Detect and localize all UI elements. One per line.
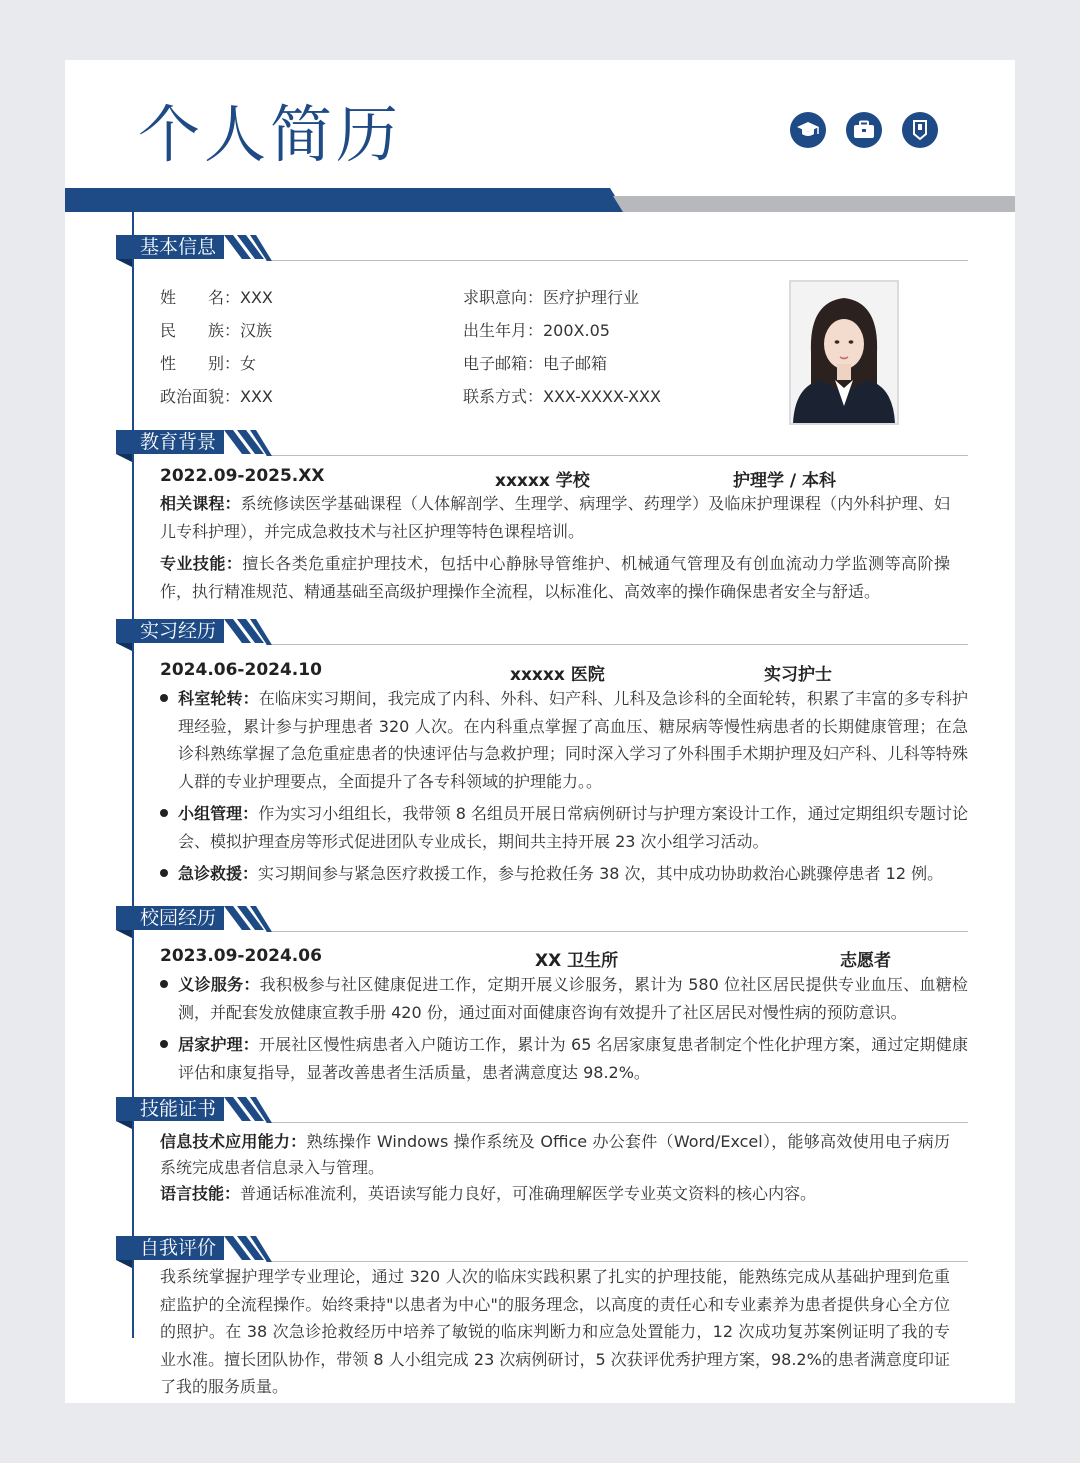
resume-page [65,60,1015,1403]
section-skills [116,1095,968,1129]
section-stripes [224,235,272,263]
item-label: 义诊服务： [178,975,260,994]
campus-org: XX 卫生所 [535,951,619,971]
skill-it-text: 熟练操作 Windows 操作系统及 Office 办公套件（Word/Excel），能够高效使用电子病历系统完成患者信息录入与管理。 [160,1132,950,1177]
self-eval-text: 我系统掌握护理学专业理论，通过 320 人次的临床实践积累了扎实的护理技能，能熟练完成从基础护理到危重症监护的全流程操作。始终秉持"以患者为中心"的服务理念，以高度的责任心和专业素养为患者提供身心全方位的照护。在 38 次急诊抢救经历中培养了敏锐的临床判断力和应急处置能力，12 次成功复苏案例证明了我的专业水准。擅长团队协作，带领 8 人小组完成 23 次病例研讨，5 次获评优秀护理方案，98.2%的患者满意度印证了我的服务质量。 [160,1267,950,1396]
item-text: 在临床实习期间，我完成了内科、外科、妇产科、儿科及急诊科的全面轮转，积累了丰富的多专科护理经验，累计参与护理患者 320 人次。在内科重点掌握了高血压、糖尿病等慢性病患者的长期健康管理；在急诊科熟练掌握了急危重症患者的快速评估与急救护理；同时深入学习了外科围手术期护理及妇产科、儿科等特殊人群的专业护理要点，全面提升了各专科领域的护理能力。。 [178,689,968,791]
graduation-cap-icon [790,112,826,148]
info-email: 电子邮箱：电子邮箱 [463,354,608,373]
list-item [160,1031,968,1086]
info-intent: 求职意向：医疗护理行业 [463,288,640,307]
timeline-line [132,212,134,1338]
info-birth: 出生年月：200X.05 [463,321,610,340]
skill-it-label: 信息技术应用能力： [160,1132,307,1151]
section-stripes [224,430,272,458]
section-fold [116,643,132,651]
education-courses [160,490,950,545]
skill-lang-label: 语言技能： [160,1184,241,1203]
section-divider [266,1122,968,1123]
courses-text: 系统修读医学基础课程（人体解剖学、生理学、病理学、药理学）及临床护理课程（内外科护理、妇儿专科护理），并完成急救技术与社区护理等特色课程培训。 [160,494,950,541]
internship-period: 2024.06-2024.10 [160,660,322,680]
education-period: 2022.09-2025.XX [160,466,325,486]
section-divider [266,1261,968,1262]
bullet-dot [160,1040,168,1048]
profile-photo [789,280,899,425]
skills-text: 擅长各类危重症护理技术，包括中心静脉导管维护、机械通气管理及有创血流动力学监测等高阶操作，执行精准规范、精通基础至高级护理操作全流程，以标准化、高效率的操作确保患者安全与舒适。 [160,554,950,601]
header-bar-gray [613,196,1015,212]
item-text: 开展社区慢性病患者入户随访工作，累计为 65 名居家康复患者制定个性化护理方案，通过定期健康评估和康复指导，显著改善患者生活质量，患者满意度达 98.2%。 [178,1035,968,1082]
section-education [116,428,968,462]
section-title: 校园经历 [116,906,224,930]
internship-org: xxxxx 医院 [510,665,605,685]
bullet-dot [160,809,168,817]
section-title: 实习经历 [116,619,224,643]
item-text: 作为实习小组组长，我带领 8 名组员开展日常病例研讨与护理方案设计工作，通过定期组织专题讨论会、模拟护理查房等形式促进团队专业成长，期间共主持开展 23 次小组学习活动。 [178,804,968,851]
list-item [160,860,968,888]
skill-lang-text: 普通话标准流利，英语读写能力良好，可准确理解医学专业英文资料的核心内容。 [240,1184,817,1203]
campus-role: 志愿者 [840,951,891,971]
courses-label: 相关课程： [160,494,241,513]
section-divider [266,644,968,645]
section-campus [116,904,968,938]
item-label: 小组管理： [178,804,259,823]
section-stripes [224,906,272,934]
skill-it [160,1129,950,1181]
section-fold [116,454,132,462]
section-stripes [224,1097,272,1125]
header-icons [790,112,938,148]
bullet-dot [160,869,168,877]
briefcase-icon [846,112,882,148]
skills-label: 专业技能： [160,554,243,573]
item-text: 我积极参与社区健康促进工作，定期开展义诊服务，累计为 580 位社区居民提供专业血压、血糖检测，并配套发放健康宣教手册 420 份，通过面对面健康咨询有效提升了社区居民对慢性病的预防意识。 [178,975,968,1022]
page-title: 个人简历 [138,98,403,171]
list-item [160,685,968,795]
section-fold [116,930,132,938]
section-title: 基本信息 [116,235,224,259]
badge-icon [902,112,938,148]
section-divider [266,931,968,932]
education-skills [160,550,950,605]
skill-language [160,1181,950,1207]
internship-role: 实习护士 [764,665,832,685]
section-title: 技能证书 [116,1097,224,1121]
header-bar-blue [65,188,625,212]
section-title: 自我评价 [116,1236,224,1260]
list-item [160,971,968,1026]
item-label: 急诊救援： [178,864,259,883]
item-text: 实习期间参与紧急医疗救援工作，参与抢救任务 38 次，其中成功协助救治心跳骤停患者 12 例。 [258,864,944,883]
section-divider [266,455,968,456]
info-name: 姓 名：XXX [160,288,273,307]
section-fold [116,259,132,267]
section-stripes [224,619,272,647]
item-label: 居家护理： [178,1035,259,1054]
section-stripes [224,1236,272,1264]
campus-period: 2023.09-2024.06 [160,946,322,966]
info-political: 政治面貌：XXX [160,387,273,406]
list-item [160,800,968,855]
info-ethnicity: 民 族：汉族 [160,321,273,340]
section-fold [116,1260,132,1268]
info-phone: 联系方式：XXX-XXXX-XXX [463,387,661,406]
section-fold [116,1121,132,1129]
section-internship [116,617,968,651]
education-major: 护理学 / 本科 [733,471,837,491]
education-school: xxxxx 学校 [495,471,590,491]
section-divider [266,260,968,261]
info-gender: 性 别：女 [160,354,257,373]
bullet-dot [160,694,168,702]
section-title: 教育背景 [116,430,224,454]
item-label: 科室轮转： [178,689,259,708]
bullet-dot [160,980,168,988]
section-basic-info [116,233,968,267]
